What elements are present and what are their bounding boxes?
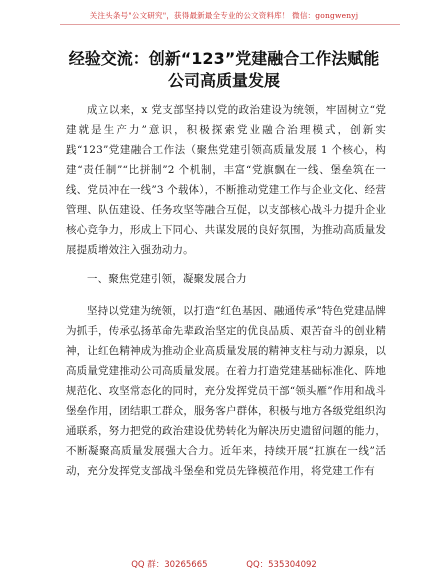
footer-qq: QQ：535304092 xyxy=(246,560,317,570)
section-paragraph: 坚持以党建为统领，以打造“红色基因、融通传承”特色党建品牌为抓手，传承弘扬革命先辈政治坚定的优良品质、艰苦奋斗的创业精神，让红色精神成为推动企业高质量发展的精神支柱与动力源泉，以高质量党建推动公司高质量发展。在着力打造党建基础标准化、阵地规范化、攻坚常态化的同时，充分发挥党员干部“领头雁”作用和战斗堡垒作用，团结职工群众，服务客户群体，积极与地方各级党组织沟通联系，努力把党的政治建设优势转化为解决历史遗留问题的能力，不断凝聚高质量发展强大合力。近年来，持续开展“扛旗在一线”活动，充分发挥党支部战斗堡垒和党员先锋模范作用，将党建工作有 xyxy=(66,305,386,477)
footer-qq-group: QQ 群：30265665 xyxy=(131,560,208,570)
document-body xyxy=(66,100,386,481)
section-heading: 一、聚焦党建引领，凝聚发展合力 xyxy=(87,273,247,285)
header-banner: 关注头条号"公文研究"，获得最新最全专业的公文资料库！ 微信：gongwenyj xyxy=(89,11,359,20)
intro-paragraph: 成立以来，x 党支部坚持以党的政治建设为统领，牢固树立“党建就是生产力”意识，积极探索党业融合治理模式，创新实践“123”党建融合工作法（聚焦党建引领高质量发展 1 个核心，构建“责任制”“比拼制”2 个机制，丰富“党旗飘在一线、堡垒筑在一线、党员冲在一线”3 个载体），不断推动党建工作与企业文化、经营管理、队伍建设、任务攻坚等融合互促，以支部核心战斗力提升企业核心竞争力，形成上下同心、共谋发展的良好氛围，为推动高质量发展提质增效注入强劲动力。 xyxy=(66,104,386,256)
document-title: 经验交流：创新“123”党建融合工作法赋能公司高质量发展 xyxy=(68,49,380,90)
footer-contact xyxy=(0,558,448,570)
header-divider xyxy=(60,24,400,25)
